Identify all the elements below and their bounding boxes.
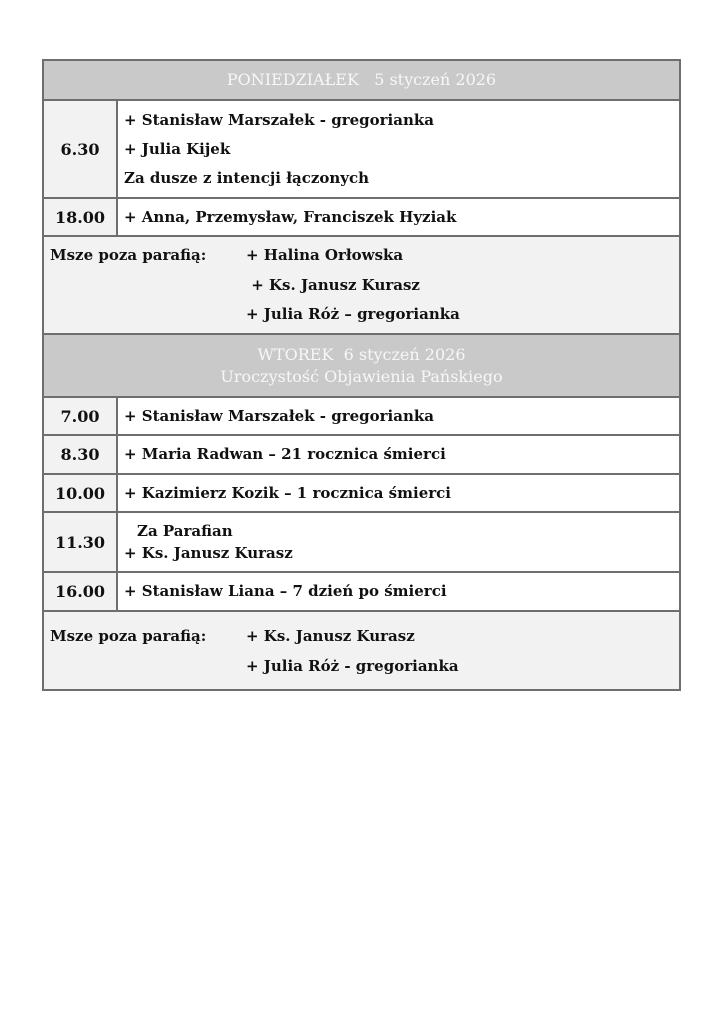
intention: Za dusze z intencji łączonych — [124, 168, 370, 187]
outside-label: Msze poza parafią: — [50, 246, 207, 264]
mass-row — [44, 475, 679, 513]
intention: + Stanisław Marszałek - gregorianka — [124, 110, 434, 129]
mass-row — [44, 573, 679, 612]
mass-intentions — [118, 101, 679, 197]
intention: + Stanisław Marszałek - gregorianka — [124, 406, 434, 425]
intention: + Ks. Janusz Kurasz — [246, 627, 415, 645]
outside-intentions — [246, 622, 459, 681]
mass-row — [44, 101, 679, 199]
mass-row — [44, 398, 679, 436]
day-header-monday — [44, 61, 679, 101]
mass-intentions — [118, 573, 679, 610]
mass-time: 16.00 — [44, 573, 118, 610]
mass-time: 6.30 — [44, 101, 118, 197]
mass-intentions — [118, 475, 679, 511]
outside-label: Msze poza parafią: — [50, 627, 207, 645]
intention: + Maria Radwan – 21 rocznica śmierci — [124, 445, 446, 463]
mass-intentions — [118, 513, 679, 571]
mass-schedule-table — [42, 59, 681, 691]
outside-parish-masses — [44, 237, 679, 335]
day-header-title: PONIEDZIAŁEK 5 styczeń 2026 — [226, 70, 497, 89]
intention: Za Parafian — [137, 522, 233, 540]
intention: + Kazimierz Kozik – 1 rocznica śmierci — [124, 483, 451, 502]
outside-parish-masses — [44, 612, 679, 689]
intention: + Halina Orłowska — [246, 246, 404, 264]
outside-intentions — [246, 241, 460, 330]
mass-row — [44, 199, 679, 237]
intention: + Julia Róż – gregorianka — [246, 305, 460, 323]
intention: + Julia Róż - gregorianka — [246, 656, 459, 675]
mass-intentions — [118, 398, 679, 434]
day-header-subtitle: Uroczystość Objawienia Pańskiego — [220, 366, 503, 386]
intention: + Ks. Janusz Kurasz — [246, 275, 420, 294]
mass-intentions — [118, 436, 679, 473]
day-header-tuesday — [44, 335, 679, 398]
mass-intentions — [118, 199, 679, 235]
day-header-title: WTOREK 6 styczeń 2026 — [257, 344, 466, 364]
intention: + Stanisław Liana – 7 dzień po śmierci — [124, 582, 447, 600]
mass-time: 18.00 — [44, 199, 118, 235]
intention: + Julia Kijek — [124, 139, 231, 158]
intention: + Anna, Przemysław, Franciszek Hyziak — [124, 207, 457, 226]
mass-row — [44, 513, 679, 573]
intention: + Ks. Janusz Kurasz — [124, 544, 293, 562]
mass-row — [44, 436, 679, 475]
mass-time: 11.30 — [44, 513, 118, 571]
mass-time: 8.30 — [44, 436, 118, 473]
mass-time: 7.00 — [44, 398, 118, 434]
mass-time: 10.00 — [44, 475, 118, 511]
